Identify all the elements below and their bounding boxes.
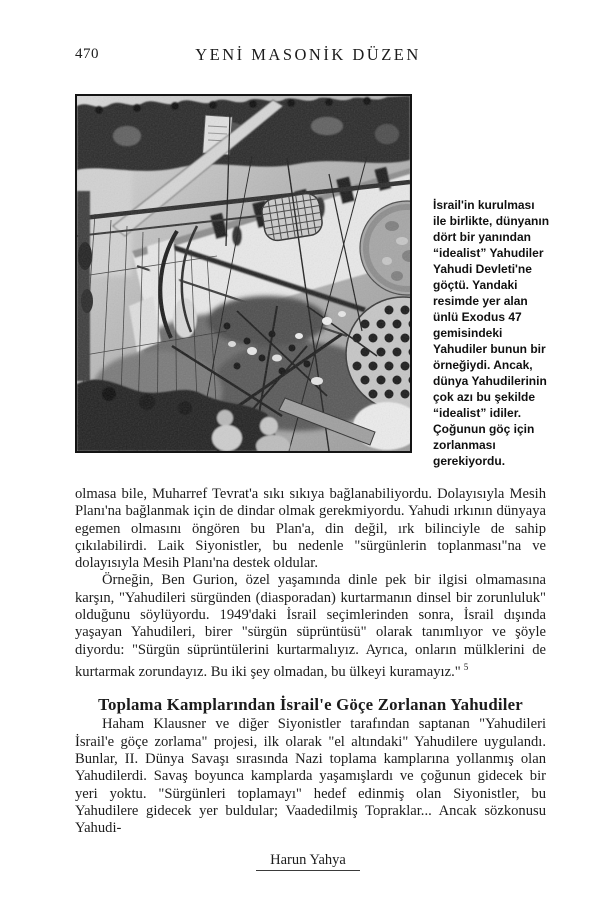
page-number: 470 [75, 46, 99, 62]
paragraph-ben-gurion [75, 572, 546, 681]
page-footer [0, 852, 616, 871]
exodus-ship-photo [77, 96, 410, 451]
paragraph-camps: Haham Klausner ve diğer Siyonistler tarafından saptanan "Yahudileri İsrail'e göçe zorlama" projesi, ilk olarak "el altındaki" Yahudilere uygulandı. Bunlar, II. Dünya Savaşı sırasında Nazi toplama kamplarına yollanmış olan Yahudilerdi. Savaş boyunca kamplarda yaşamışlardı ve çoğunun gidecek bir yeri yoktu. "Sürgünleri toplamayı" hedef edinmiş olan Siyonistler, bu Yahudilere gidecek yer buldular; Vaadedilmiş Topraklar... Ancak sözkonusu Yahudi- [75, 716, 546, 837]
author-name: Harun Yahya [256, 852, 360, 871]
photo-grain [77, 96, 410, 451]
header-title: YENİ MASONİK DÜZEN [195, 45, 421, 64]
figure-photo [75, 94, 412, 453]
paragraph-ben-gurion-text: Örneğin, Ben Gurion, özel yaşamında dinle pek bir ilgisi olmamasına karşın, "Yahudileri sürgünden (diasporadan) kurtarmanın dinsel bir zorunluluk" olduğunu söylüyordu. 1949'daki İsrail seçimlerinden sonra, İsrail dışında yaşayan Yahudileri, birer "sürgün süprüntüsü" olarak tanımlıyor ve şöyle diyordu: "Sürgün süprüntülerini kurtarmalıyız. Ayrıca, onların mülklerini de kurtarmak zorundayız. Bu iki şey olmadan, bu ülkeyi kuramayız." [75, 572, 546, 680]
paragraph-continuation: olmasa bile, Muharref Tevrat'a sıkı sıkıya bağlanabiliyordu. Dolayısıyla Mesih Planı'na bağlanmak için de dindar olmak gerekmiyordu. Yahudi ırkının dünyaya egemen olmasını öngören bu Plan'a, din değil, ırk bilinciyle de sahip çıkılabilirdi. Laik Siyonistler, bu nedenle "sürgünlerin toplanması"na ve dolayısıyla Mesih Planı'na destek oldular. [75, 486, 546, 572]
body-text [75, 486, 546, 838]
figure-caption: İsrail'in kurulması ile birlikte, dünyanın dört bir yanından “idealist” Yahudiler Yahudi Devleti'ne göçtü. Yandaki resimde yer alan ünlü Exodus 47 gemisindeki Yahudiler bunun bir örneğiydi. Ancak, dünya Yahudilerinin çok azı bu şekilde “idealist” idiler. Çoğunun göç için zorlanması gerekiyordu. [433, 198, 550, 468]
section-heading: Toplama Kamplarından İsrail'e Göçe Zorlanan Yahudiler [98, 695, 523, 715]
footnote-ref: 5 [463, 661, 469, 672]
